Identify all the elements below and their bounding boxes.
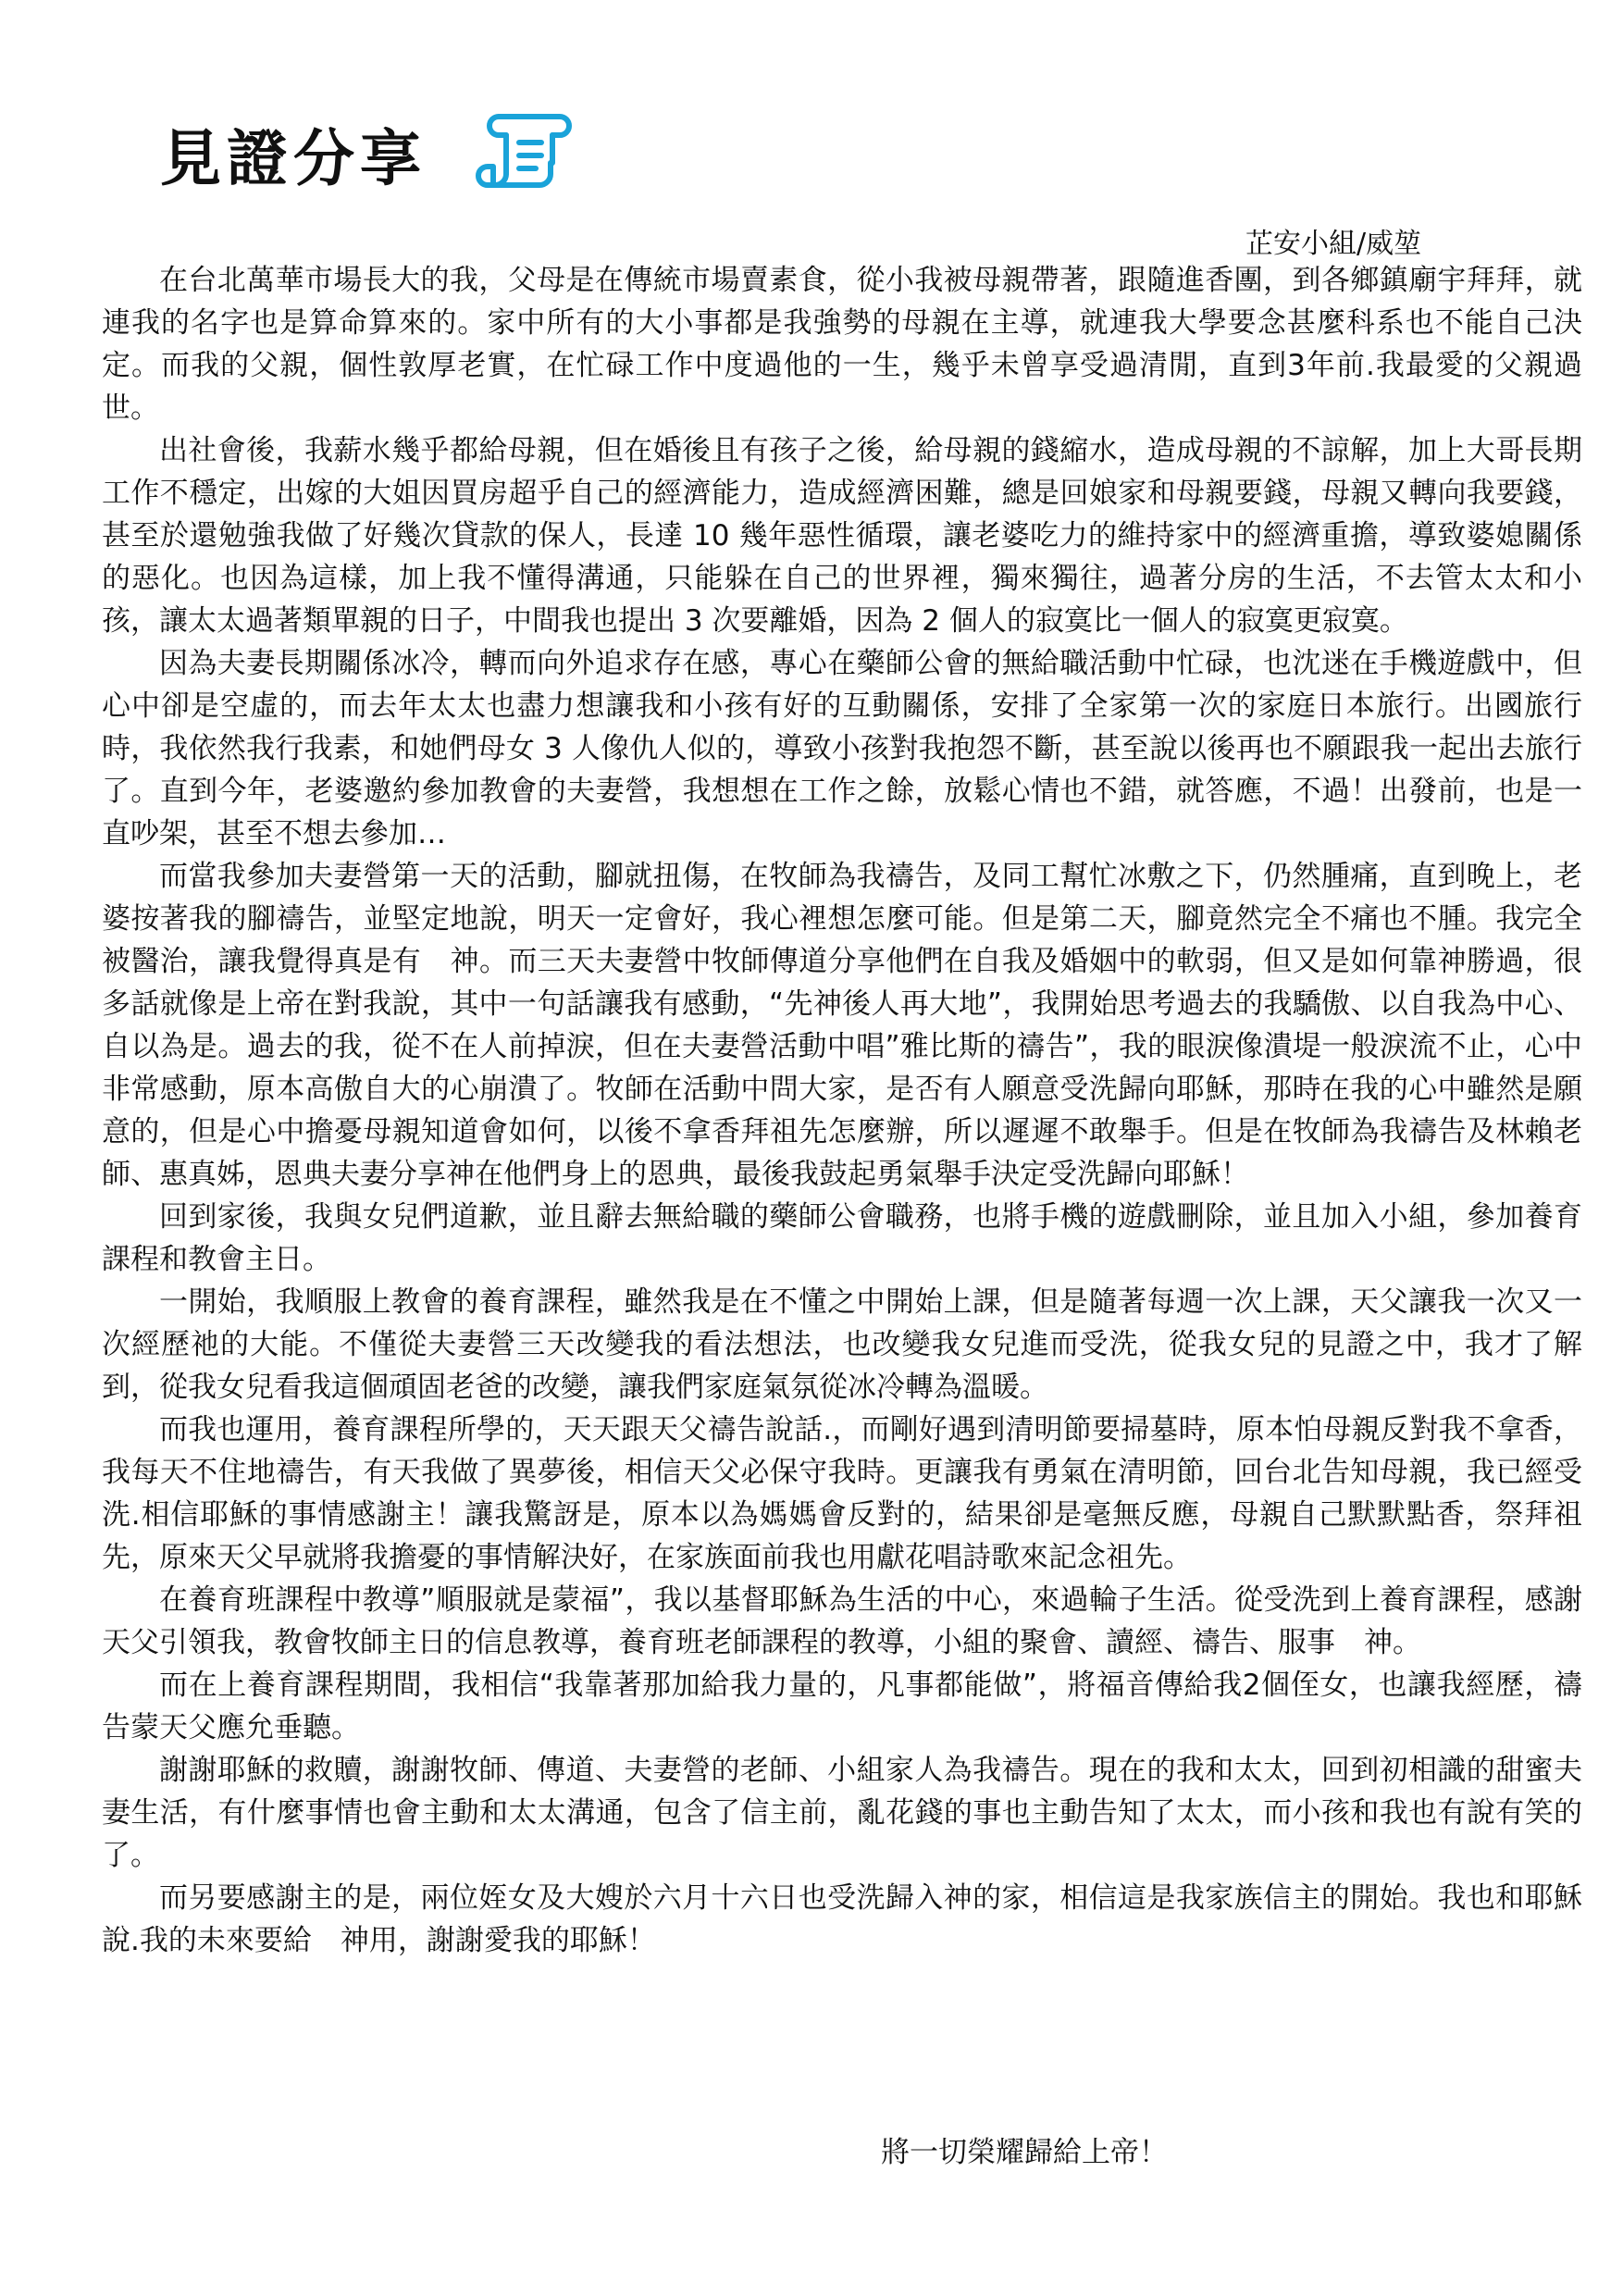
paragraph: 在養育班課程中教導”順服就是蒙福”，我以基督耶穌為生活的中心，來過輪子生活。從受洗到上養育課程，感謝天父引領我，教會牧師主日的信息教導，養育班老師課程的教導，小組的聚會、讀經、禱告、服事 神。 <box>102 1583 1582 1659</box>
page-title: 見證分享 <box>160 122 427 194</box>
title-row <box>160 102 575 204</box>
paragraph: 因為夫妻長期關係冰冷，轉而向外追求存在感，專心在藥師公會的無給職活動中忙碌，也沈迷在手機遊戲中，但心中卻是空虛的，而去年太太也盡力想讓我和小孩有好的互動關係，安排了全家第一次的家庭日本旅行。出國旅行時，我依然我行我素，和她們母女 3 人像仇人似的，導致小孩對我抱怨不斷，甚至說以後再也不願跟我一起出去旅行了。直到今年，老婆邀約參加教會的夫妻營，我想想在工作之餘，放鬆心情也不錯，就答應，不過！出發前，也是一直吵架，甚至不想去參加… <box>102 647 1582 850</box>
testimony-body <box>102 259 1582 1962</box>
paragraph: 謝謝耶穌的救贖，謝謝牧師、傳道、夫妻營的老師、小組家人為我禱告。現在的我和太太，回到初相識的甜蜜夫妻生活，有什麼事情也會主動和太太溝通，包含了信主前，亂花錢的事也主動告知了太太，而小孩和我也有說有笑的了。 <box>102 1754 1582 1872</box>
paragraph: 一開始，我順服上教會的養育課程，雖然我是在不懂之中開始上課，但是隨著每週一次上課，天父讓我一次又一次經歷祂的大能。不僅從夫妻營三天改變我的看法想法，也改變我女兒進而受洗，從我女兒的見證之中，我才了解到，從我女兒看我這個頑固老爸的改變，讓我們家庭氣氛從冰冷轉為溫暖。 <box>102 1285 1582 1404</box>
scroll-icon <box>475 107 575 198</box>
paragraph: 而當我參加夫妻營第一天的活動，腳就扭傷，在牧師為我禱告，及同工幫忙冰敷之下，仍然腫痛，直到晚上，老婆按著我的腳禱告，並堅定地說，明天一定會好，我心裡想怎麼可能。但是第二天，腳竟然完全不痛也不腫。我完全被醫治，讓我覺得真是有 神。而三天夫妻營中牧師傳道分享他們在自我及婚姻中的軟弱，但又是如何靠神勝過，很多話就像是上帝在對我說，其中一句話讓我有感動，“先神後人再大地”，我開始思考過去的我驕傲、以自我為中心、自以為是。過去的我，從不在人前掉淚，但在夫妻營活動中唱”雅比斯的禱告”，我的眼淚像潰堤一般淚流不止，心中非常感動，原本高傲自大的心崩潰了。牧師在活動中問大家，是否有人願意受洗歸向耶穌，那時在我的心中雖然是願意的，但是心中擔憂母親知道會如何，以後不拿香拜祖先怎麼辦，所以遲遲不敢舉手。但是在牧師為我禱告及林賴老師、惠真姊，恩典夫妻分享神在他們身上的恩典，最後我鼓起勇氣舉手決定受洗歸向耶穌！ <box>102 860 1582 1191</box>
paragraph: 出社會後，我薪水幾乎都給母親，但在婚後且有孩子之後，給母親的錢縮水，造成母親的不諒解，加上大哥長期工作不穩定，出嫁的大姐因買房超乎自己的經濟能力，造成經濟困難，總是回娘家和母親要錢，母親又轉向我要錢，甚至於還勉強我做了好幾次貸款的保人，長達 10 幾年惡性循環，讓老婆吃力的維持家中的經濟重擔，導致婆媳關係的惡化。也因為這樣，加上我不懂得溝通，只能躲在自己的世界裡，獨來獨往，過著分房的生活，不去管太太和小孩，讓太太過著類單親的日子，中間我也提出 3 次要離婚，因為 2 個人的寂寞比一個人的寂寞更寂寞。 <box>102 434 1582 638</box>
author-line: 芷安小組/威堃 <box>1245 228 1422 260</box>
paragraph: 而另要感謝主的是，兩位姪女及大嫂於六月十六日也受洗歸入神的家，相信這是我家族信主的開始。我也和耶穌說.我的未來要給 神用，謝謝愛我的耶穌！ <box>102 1881 1582 1957</box>
paragraph: 而我也運用，養育課程所學的，天天跟天父禱告說話.，而剛好遇到清明節要掃墓時，原本怕母親反對我不拿香，我每天不住地禱告，有天我做了異夢後，相信天父必保守我時。更讓我有勇氣在清明節，回台北告知母親，我已經受洗.相信耶穌的事情感謝主！讓我驚訝是，原本以為媽媽會反對的，結果卻是毫無反應，母親自己默默點香，祭拜祖先，原來天父早就將我擔憂的事情解決好，在家族面前我也用獻花唱詩歌來記念祖先。 <box>102 1413 1582 1574</box>
closing-line: 將一切榮耀歸給上帝！ <box>881 2136 1168 2169</box>
paragraph: 回到家後，我與女兒們道歉，並且辭去無給職的藥師公會職務，也將手機的遊戲刪除，並且加入小組，參加養育課程和教會主日。 <box>102 1200 1582 1276</box>
paragraph: 而在上養育課程期間，我相信“我靠著那加給我力量的，凡事都能做”，將福音傳給我2個侄女，也讓我經歷，禱告蒙天父應允垂聽。 <box>102 1669 1582 1744</box>
paragraph: 在台北萬華市場長大的我，父母是在傳統市場賣素食，從小我被母親帶著，跟隨進香團，到各鄉鎮廟宇拜拜，就連我的名字也是算命算來的。家中所有的大小事都是我強勢的母親在主導，就連我大學要念甚麼科系也不能自己決定。而我的父親，個性敦厚老實，在忙碌工作中度過他的一生，幾乎未曾享受過清閒，直到3年前.我最愛的父親過世。 <box>102 264 1582 425</box>
